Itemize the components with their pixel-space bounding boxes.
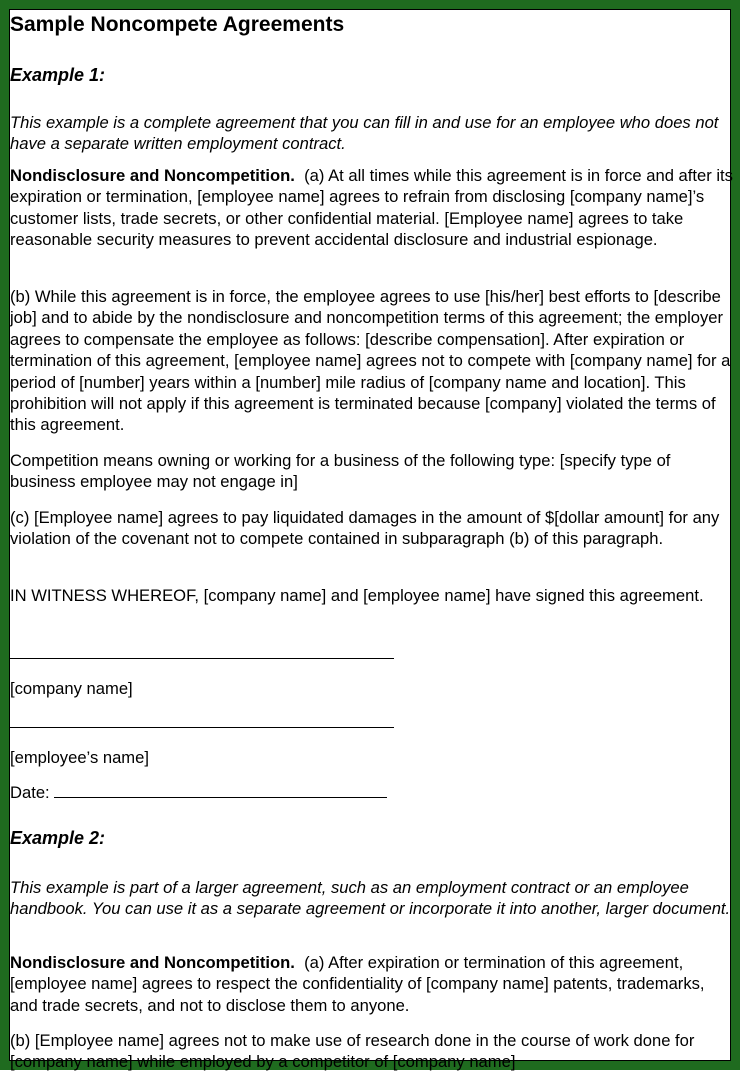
example-1-paragraph-a [10,165,734,251]
page-title: Sample Noncompete Agreements [10,13,345,36]
employee-signature-line [10,727,394,728]
example-1-witness-clause: IN WITNESS WHEREOF, [company name] and [employee name] have signed this agreement. [10,586,704,605]
example-2-paragraph-a [10,952,734,1016]
example-2-paragraph-b: (b) [Employee name] agrees not to make use of research done in the course of work done for [company name] while employed by a competitor of [company name] [10,1031,695,1072]
clause-text: (a) At all times while this agreement is in force and after its expiration or termination, [employee name] agrees to refrain from disclosing [company name]’s customer lists, trade secrets, or other confidential material. [Employee name] agrees to take reasonable security measures to prevent accidental disclosure and industrial espionage. [10,166,733,250]
example-1-heading: Example 1: [10,65,106,85]
example-2-intro: This example is part of a larger agreement, such as an employment contract or an employee handbook. You can use it as a separate agreement or incorporate it into another, larger document. [10,878,731,919]
date-line [54,783,387,798]
clause-text: (a) After expiration or termination of this agreement, [employee name] agrees to respect the confidentiality of [company name] patents, trademarks, and trade secrets, and not to disclose them to anyone. [10,953,705,1015]
clause-title: Nondisclosure and Noncompetition. [10,953,295,972]
date-row [10,782,734,803]
example-2-heading: Example 2: [10,828,106,848]
company-signature-label: [company name] [10,679,133,698]
example-1-intro: This example is a complete agreement that you can fill in and use for an employee who does not have a separate written employment contract. [10,113,719,154]
example-1-competition-definition: Competition means owning or working for a business of the following type: [specify type of business employee may not engage in] [10,451,671,492]
date-label: Date: [10,783,50,802]
company-signature-line [10,658,394,659]
example-1-paragraph-b: (b) While this agreement is in force, the employee agrees to use [his/her] best efforts to [describe job] and to abide by the nondisclosure and noncompetition terms of this agreement; the employer agrees to compensate the employee as follows: [describe compensation]. After expiration or termination of this agreement, [employee name] agrees not to compete with [company name] for a period of [number] years within a [number] mile radius of [company name and location]. This prohibition will not apply if this agreement is terminated because [company] violated the terms of this agreement. [10,287,731,435]
document-page [9,9,733,1072]
employee-signature-label: [employee’s name] [10,748,149,767]
example-1-paragraph-c: (c) [Employee name] agrees to pay liquidated damages in the amount of $[dollar amount] for any violation of the covenant not to compete contained in subparagraph (b) of this paragraph. [10,508,720,549]
clause-title: Nondisclosure and Noncompetition. [10,166,295,185]
